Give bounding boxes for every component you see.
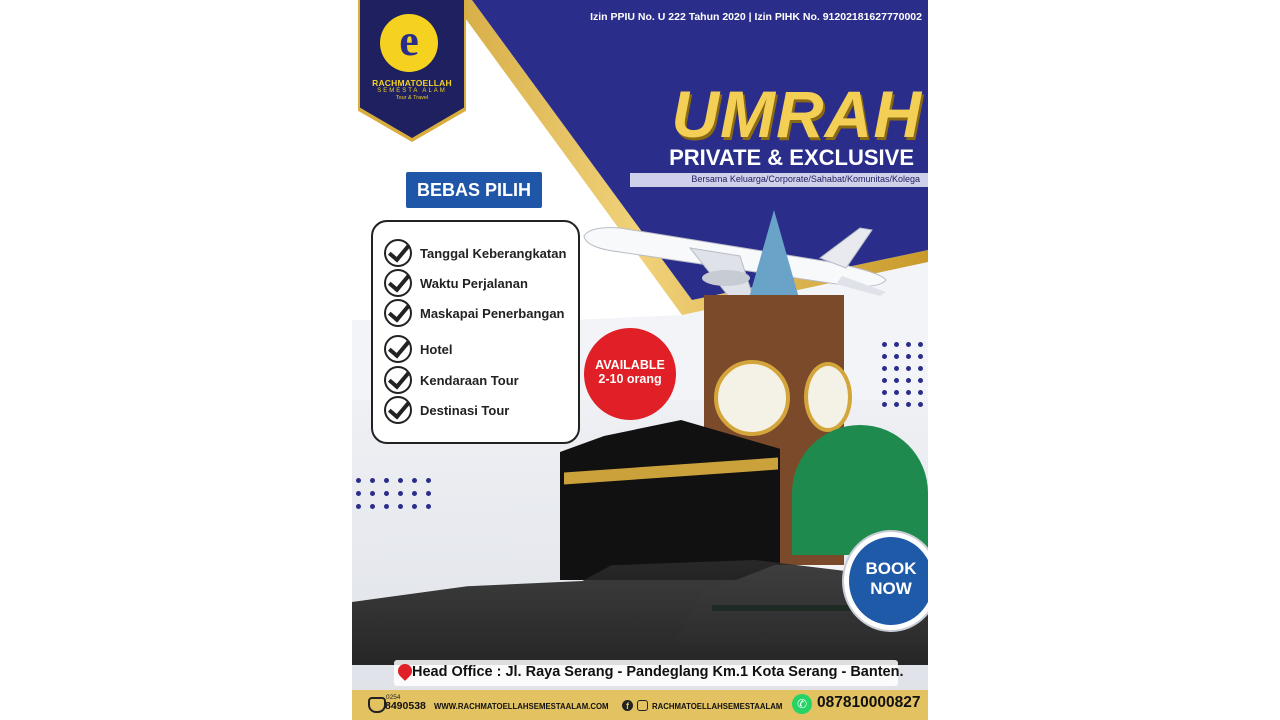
dots-decoration-right (882, 342, 923, 407)
list-item (384, 396, 509, 424)
instagram-icon[interactable] (637, 700, 648, 711)
kaaba-image (560, 420, 780, 580)
headline-subtitle: PRIVATE & EXCLUSIVE (669, 145, 914, 170)
logo-e-mark-icon: e (380, 14, 438, 72)
logo-tagline: Tour & Travel (395, 95, 429, 101)
dots-decoration-left (356, 478, 431, 509)
list-item-label: Tanggal Keberangkatan (420, 245, 567, 261)
license-text: Izin PPIU No. U 222 Tahun 2020 | Izin PIHK No. 91202181627770002 (590, 11, 922, 23)
list-item-label: Hotel (420, 341, 453, 357)
headline-tagline: Bersama Keluarga/Corporate/Sahabat/Komunitas/Kolega (691, 174, 920, 184)
list-item-label: Maskapai Penerbangan (420, 305, 565, 321)
list-item-label: Waktu Perjalanan (420, 275, 528, 291)
check-circle-icon (384, 239, 412, 267)
availability-badge (584, 328, 676, 420)
list-item (384, 335, 453, 363)
phone-number[interactable]: 8490538 (385, 700, 426, 712)
list-item-label: Kendaraan Tour (420, 372, 519, 388)
check-circle-icon (384, 299, 412, 327)
facebook-icon[interactable]: f (622, 700, 633, 711)
phone-prefix: 0254 (386, 694, 401, 701)
availability-label: AVAILABLE (595, 358, 665, 372)
choices-label: BEBAS PILIH (406, 172, 542, 208)
book-now-line1: BOOK (865, 559, 917, 578)
list-item (384, 366, 519, 394)
whatsapp-number[interactable]: 087810000827 (817, 694, 921, 711)
check-circle-icon (384, 396, 412, 424)
headline-title: UMRAH (671, 77, 922, 151)
check-circle-icon (384, 335, 412, 363)
check-circle-icon (384, 269, 412, 297)
list-item (384, 239, 566, 267)
list-item (384, 269, 528, 297)
office-address: Head Office : Jl. Raya Serang - Pandeglang Km.1 Kota Serang - Banten. (412, 664, 904, 680)
logo-subname: SEMESTA ALAM (377, 88, 447, 94)
logo-name: RACHMATOELLAH (372, 78, 452, 88)
availability-range: 2-10 orang (598, 372, 662, 386)
social-handle[interactable]: RACHMATOELLAHSEMESTAALAM (652, 702, 783, 711)
check-circle-icon (384, 366, 412, 394)
clock-face-side-icon (804, 362, 852, 432)
book-now-button[interactable] (844, 532, 928, 630)
phone-icon (368, 697, 386, 713)
book-now-line2: NOW (870, 579, 912, 598)
clock-face-icon (714, 360, 790, 436)
list-item-label: Destinasi Tour (420, 402, 510, 418)
list-item (384, 299, 565, 327)
whatsapp-icon[interactable]: ✆ (792, 694, 812, 714)
umrah-poster (352, 0, 928, 720)
website-link[interactable]: WWW.RACHMATOELLAHSEMESTAALAM.COM (434, 702, 609, 711)
